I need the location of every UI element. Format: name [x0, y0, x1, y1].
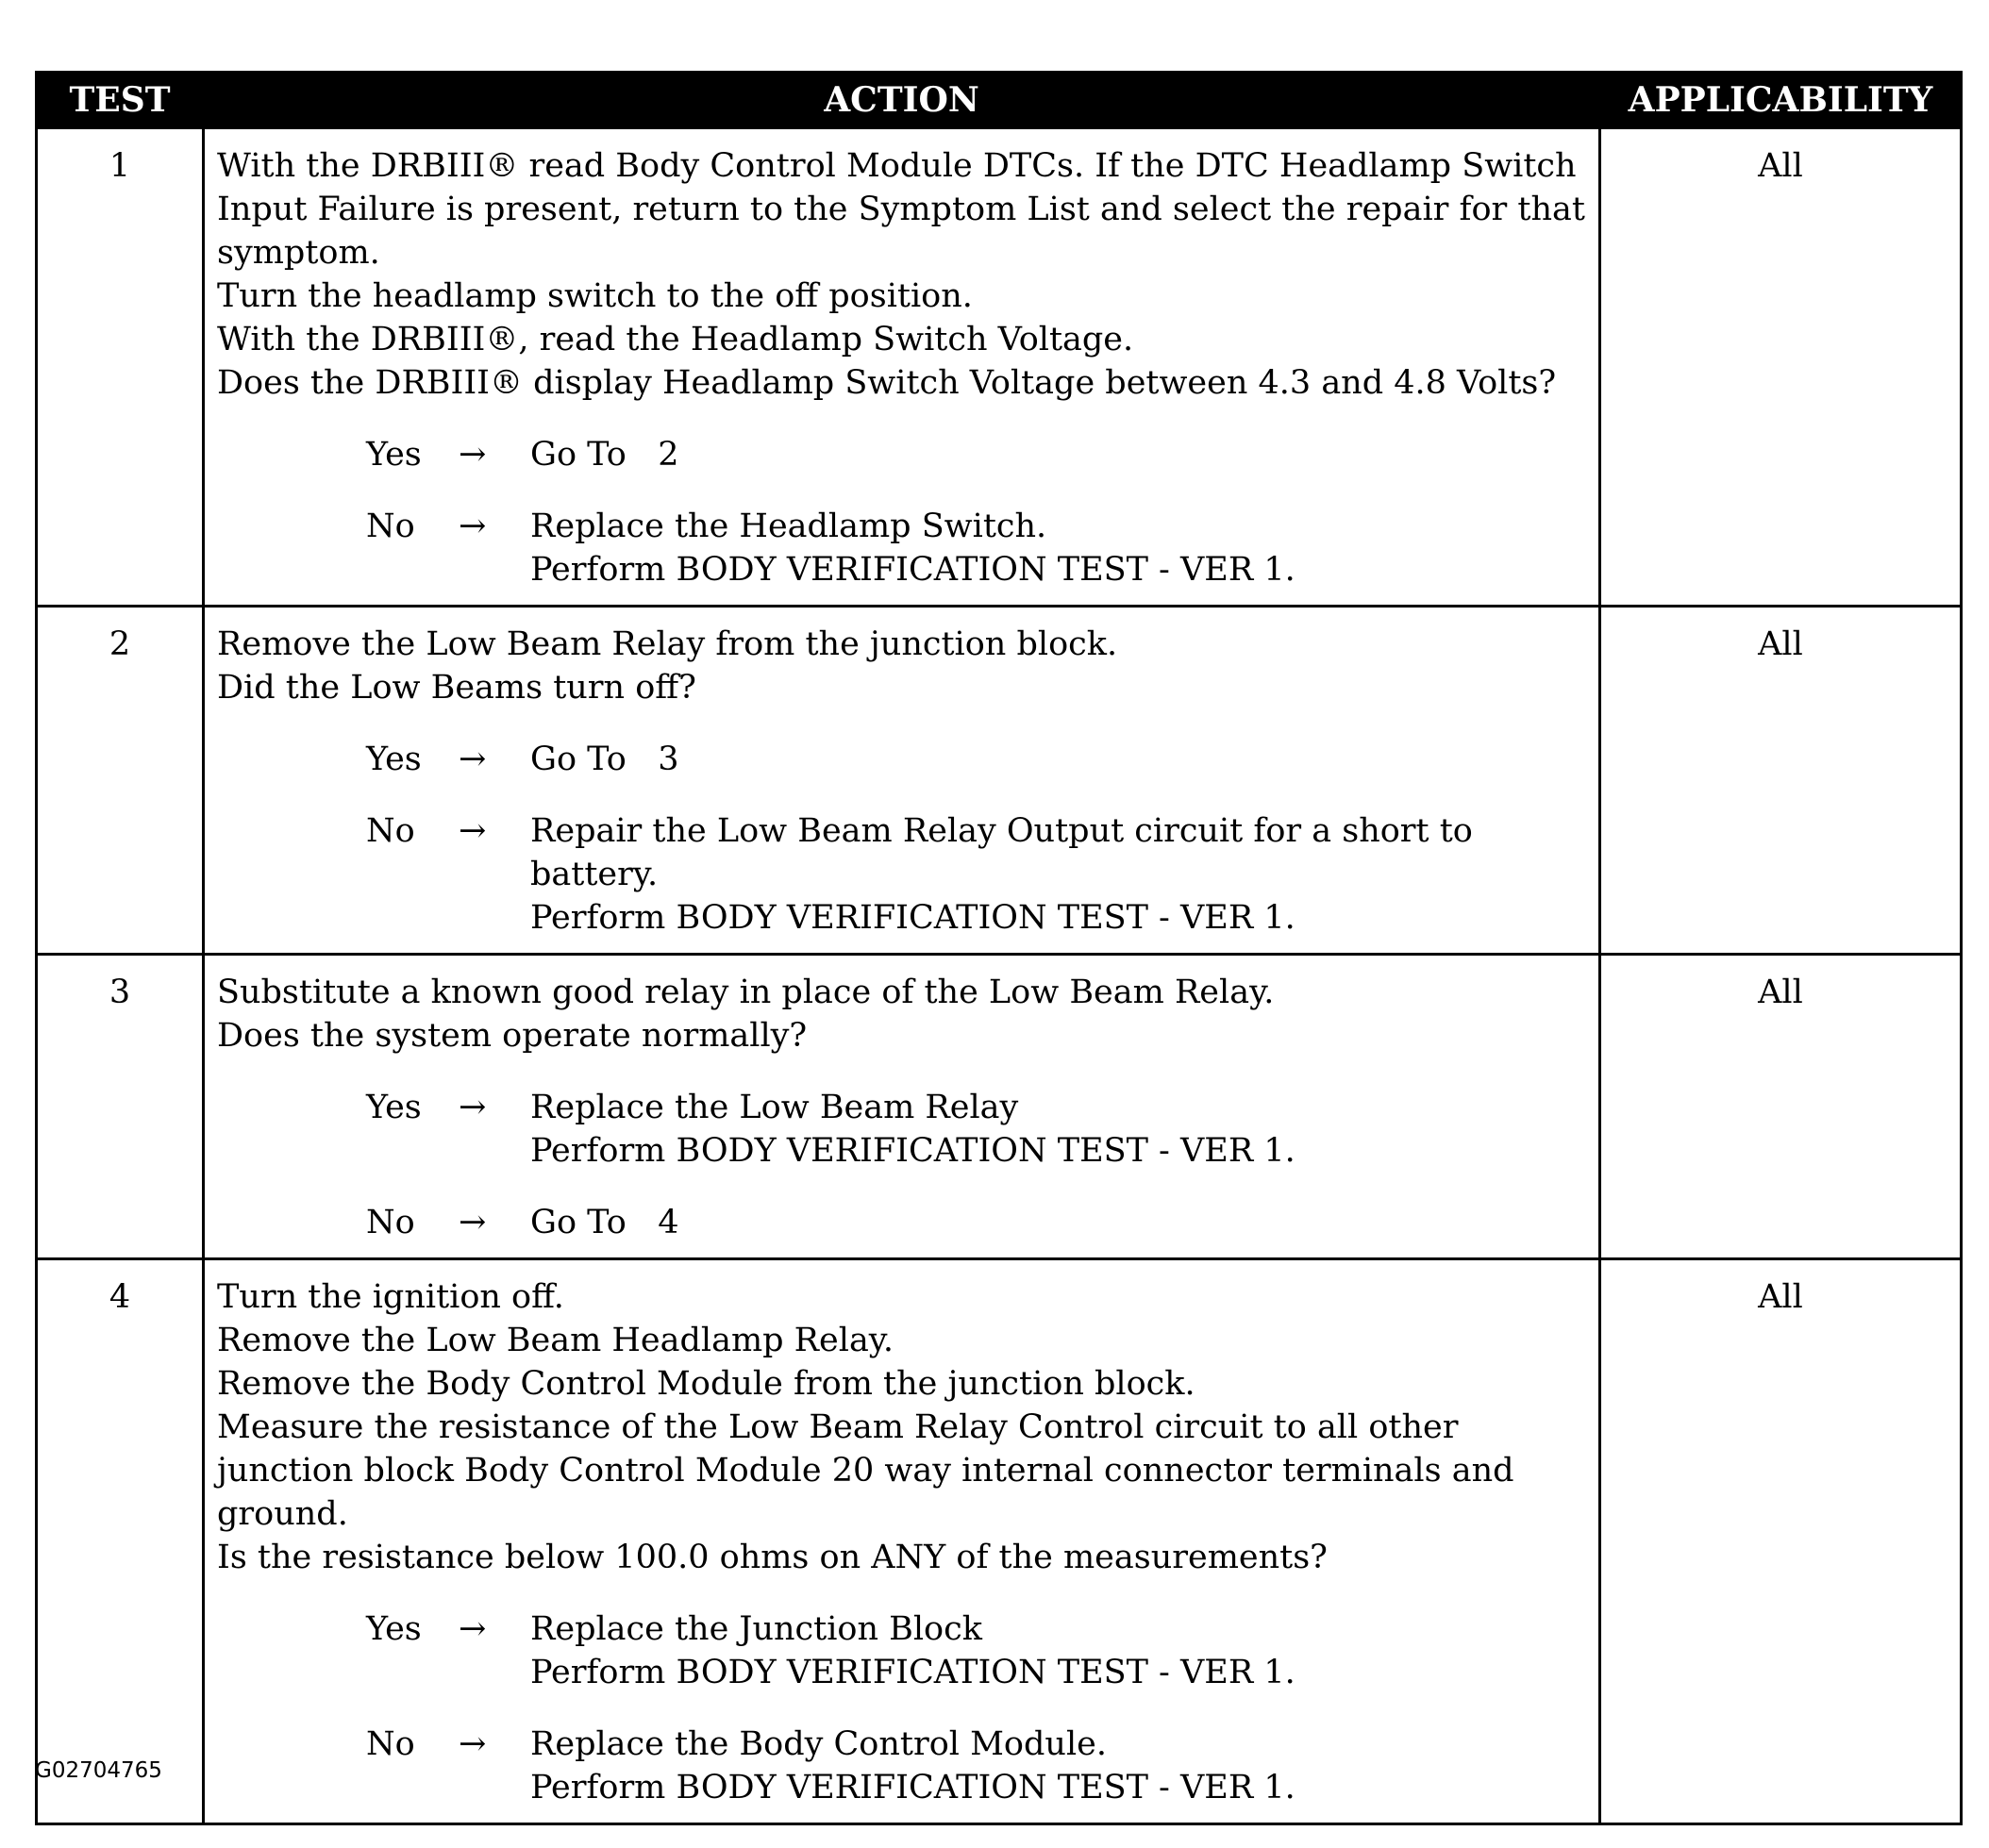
result-line: Replace the Body Control Module.: [530, 1725, 1107, 1763]
action-cell: [204, 1259, 1600, 1824]
result-line: Go To 4: [530, 1204, 679, 1241]
yes-result: [530, 1086, 1591, 1173]
yes-label: Yes: [366, 436, 422, 474]
header-action: ACTION: [204, 73, 1600, 128]
no-branch: [366, 809, 1591, 940]
action-line: Measure the resistance of the Low Beam Relay Control circuit to all other junction block Body Control Module 20 way internal connector terminals and ground.: [217, 1408, 1525, 1533]
diagnostic-test-table: [35, 71, 1963, 1825]
result-line: Replace the Headlamp Switch.: [530, 508, 1047, 545]
yes-branch: [366, 1086, 1591, 1173]
result-line: Perform BODY VERIFICATION TEST - VER 1.: [530, 899, 1295, 937]
applicability-cell: All: [1600, 607, 1962, 955]
action-line: Remove the Low Beam Relay from the junction block.: [217, 625, 1118, 663]
right-arrow-icon: →: [459, 436, 487, 474]
result-line: Go To 2: [530, 436, 679, 474]
result-line: Replace the Low Beam Relay: [530, 1089, 1019, 1126]
action-line: Is the resistance below 100.0 ohms on ANY of the measurements?: [217, 1539, 1328, 1576]
right-arrow-icon: →: [459, 1610, 487, 1648]
action-cell: [204, 955, 1600, 1259]
yes-result: [530, 1607, 1591, 1694]
test-number: 3: [37, 955, 204, 1259]
no-result: [530, 505, 1591, 591]
action-line: With the DRBIII® read Body Control Module DTCs. If the DTC Headlamp Switch Input Failure is present, return to the Symptom List and select the repair for that symptom.: [217, 147, 1596, 272]
result-line: Repair the Low Beam Relay Output circuit for a short to battery.: [530, 812, 1473, 893]
table-row: [37, 128, 1962, 607]
yes-label: Yes: [366, 741, 422, 778]
table-header-row: [37, 73, 1962, 128]
no-label: No: [366, 508, 415, 545]
diagnostic-test-table-container: [35, 71, 1960, 1825]
header-applicability: APPLICABILITY: [1600, 73, 1962, 128]
applicability-cell: All: [1600, 1259, 1962, 1824]
table-row: [37, 1259, 1962, 1824]
no-result: [530, 1201, 1591, 1244]
test-number: 2: [37, 607, 204, 955]
no-result: [530, 809, 1591, 940]
no-branch: [366, 505, 1591, 591]
action-line: With the DRBIII®, read the Headlamp Switch Voltage.: [217, 321, 1134, 358]
figure-id: G02704765: [35, 1758, 162, 1783]
action-line: Does the system operate normally?: [217, 1017, 808, 1055]
no-branch: [366, 1201, 1591, 1244]
yes-label: Yes: [366, 1610, 422, 1648]
no-result: [530, 1723, 1591, 1809]
right-arrow-icon: →: [459, 812, 487, 850]
yes-branch: [366, 1607, 1591, 1694]
applicability-cell: All: [1600, 128, 1962, 607]
right-arrow-icon: →: [459, 1725, 487, 1763]
yes-label: Yes: [366, 1089, 422, 1126]
result-line: Go To 3: [530, 741, 679, 778]
table-row: [37, 955, 1962, 1259]
test-number: 4: [37, 1259, 204, 1824]
yes-result: [530, 433, 1591, 476]
action-cell: [204, 607, 1600, 955]
result-line: Perform BODY VERIFICATION TEST - VER 1.: [530, 551, 1295, 589]
action-cell: [204, 128, 1600, 607]
right-arrow-icon: →: [459, 508, 487, 545]
action-line: Turn the headlamp switch to the off position.: [217, 277, 973, 315]
yes-result: [530, 738, 1591, 781]
result-line: Replace the Junction Block: [530, 1610, 982, 1648]
header-test: TEST: [37, 73, 204, 128]
no-label: No: [366, 812, 415, 850]
result-line: Perform BODY VERIFICATION TEST - VER 1.: [530, 1654, 1295, 1691]
action-line: Did the Low Beams turn off?: [217, 669, 696, 707]
action-line: Turn the ignition off.: [217, 1278, 564, 1316]
yes-branch: [366, 433, 1591, 476]
action-line: Remove the Low Beam Headlamp Relay.: [217, 1322, 894, 1359]
right-arrow-icon: →: [459, 741, 487, 778]
right-arrow-icon: →: [459, 1204, 487, 1241]
right-arrow-icon: →: [459, 1089, 487, 1126]
no-label: No: [366, 1204, 415, 1241]
action-line: Does the DRBIII® display Headlamp Switch Voltage between 4.3 and 4.8 Volts?: [217, 364, 1557, 402]
yes-branch: [366, 738, 1591, 781]
result-line: Perform BODY VERIFICATION TEST - VER 1.: [530, 1769, 1295, 1806]
test-number: 1: [37, 128, 204, 607]
no-branch: [366, 1723, 1591, 1809]
result-line: Perform BODY VERIFICATION TEST - VER 1.: [530, 1132, 1295, 1170]
no-label: No: [366, 1725, 415, 1763]
table-row: [37, 607, 1962, 955]
action-line: Remove the Body Control Module from the junction block.: [217, 1365, 1195, 1403]
applicability-cell: All: [1600, 955, 1962, 1259]
action-line: Substitute a known good relay in place of the Low Beam Relay.: [217, 974, 1275, 1011]
